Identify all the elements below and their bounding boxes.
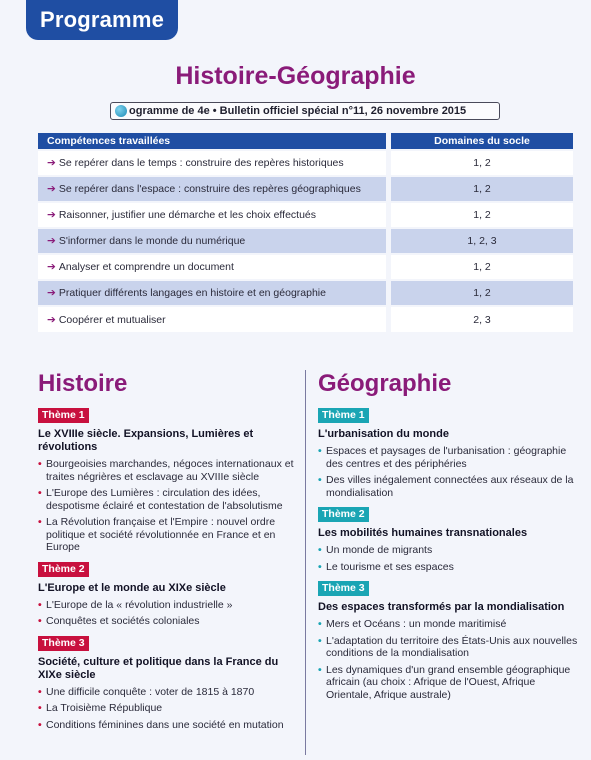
arrow-right-icon: ➔ bbox=[47, 235, 56, 247]
list-item: • La Troisième République bbox=[38, 702, 300, 715]
competence-cell bbox=[38, 202, 386, 228]
list-item: • Conquêtes et sociétés coloniales bbox=[38, 615, 300, 628]
theme-block bbox=[318, 408, 580, 499]
list-item: • Conditions féminines dans une société en mutation bbox=[38, 719, 300, 732]
geographie-column bbox=[318, 408, 580, 709]
theme-block bbox=[318, 581, 580, 701]
table-row bbox=[38, 202, 573, 228]
competence-label: Coopérer et mutualiser bbox=[58, 313, 166, 326]
theme-title: Les mobilités humaines transnationales bbox=[318, 527, 528, 539]
competence-label: Analyser et comprendre un document bbox=[58, 261, 234, 273]
list-item: • La Révolution française et l'Empire : nouvel ordre politique et société révolutionnée en France et en Europe bbox=[38, 516, 300, 554]
domaines-cell: 1, 2 bbox=[391, 280, 573, 306]
theme-items bbox=[38, 686, 300, 732]
table-row bbox=[38, 176, 573, 202]
competence-cell bbox=[38, 254, 386, 280]
theme-title: L'urbanisation du monde bbox=[318, 428, 449, 440]
list-item: • Espaces et paysages de l'urbanisation : géographie des centres et des périphéries bbox=[318, 445, 580, 470]
arrow-right-icon: ➔ bbox=[47, 287, 56, 299]
competence-label: Se repérer dans le temps : construire des repères historiques bbox=[58, 157, 344, 169]
list-item: • L'adaptation du territoire des États-Unis aux nouvelles conditions de la mondialisation bbox=[318, 635, 580, 660]
list-item: • Des villes inégalement connectées aux réseaux de la mondialisation bbox=[318, 474, 580, 499]
domaines-cell: 1, 2 bbox=[391, 254, 573, 280]
list-item: • Un monde de migrants bbox=[318, 544, 580, 557]
domaines-cell: 1, 2 bbox=[391, 150, 573, 176]
competence-cell bbox=[38, 306, 386, 332]
theme-badge: Thème 2 bbox=[38, 562, 89, 577]
theme-items bbox=[318, 618, 580, 701]
domaines-cell: 1, 2 bbox=[391, 176, 573, 202]
programme-tab: Programme bbox=[26, 0, 178, 40]
globe-icon bbox=[115, 105, 127, 117]
histoire-title: Histoire bbox=[38, 370, 128, 397]
theme-title: Des espaces transformés par la mondialisation bbox=[318, 601, 565, 613]
table-header-row bbox=[38, 133, 573, 150]
domaines-cell: 2, 3 bbox=[391, 306, 573, 332]
theme-block bbox=[38, 408, 300, 554]
list-item: • Mers et Océans : un monde maritimisé bbox=[318, 618, 580, 631]
histoire-column bbox=[38, 408, 300, 739]
list-item: • L'Europe de la « révolution industrielle » bbox=[38, 599, 300, 612]
table-row bbox=[38, 228, 573, 254]
competence-cell bbox=[38, 228, 386, 254]
domaines-cell: 1, 2 bbox=[391, 202, 573, 228]
domaines-cell: 1, 2, 3 bbox=[391, 228, 573, 254]
theme-title: Le XVIIIe siècle. Expansions, Lumières et révolutions bbox=[38, 428, 254, 453]
theme-badge: Thème 1 bbox=[318, 408, 369, 423]
arrow-right-icon: ➔ bbox=[47, 157, 56, 169]
table-row bbox=[38, 306, 573, 332]
list-item: • Bourgeoisies marchandes, négoces internationaux et traites négrières et esclavage au XVIIIe siècle bbox=[38, 458, 300, 483]
competence-label: Se repérer dans l'espace : construire des repères géographiques bbox=[58, 183, 361, 195]
theme-title: L'Europe et le monde au XIXe siècle bbox=[38, 581, 226, 594]
table-row bbox=[38, 150, 573, 176]
geographie-title: Géographie bbox=[318, 370, 452, 397]
theme-badge: Thème 2 bbox=[318, 507, 369, 522]
arrow-right-icon: ➔ bbox=[47, 183, 56, 195]
list-item: • Une difficile conquête : voter de 1815 à 1870 bbox=[38, 686, 300, 699]
source-text: ogramme de 4e • Bulletin officiel spécial n°11, 26 novembre 2015 bbox=[129, 105, 467, 117]
page-title: Histoire-Géographie bbox=[175, 62, 416, 90]
theme-items bbox=[318, 445, 580, 499]
arrow-right-icon: ➔ bbox=[47, 261, 56, 273]
competences-table bbox=[38, 133, 573, 332]
competence-label: S'informer dans le monde du numérique bbox=[58, 235, 246, 247]
arrow-right-icon: ➔ bbox=[47, 209, 56, 221]
theme-block bbox=[38, 636, 300, 732]
competence-label: Raisonner, justifier une démarche et les choix effectués bbox=[58, 209, 317, 221]
table-row bbox=[38, 280, 573, 306]
theme-title: Société, culture et politique dans la France du XIXe siècle bbox=[38, 655, 279, 681]
theme-items bbox=[38, 458, 300, 554]
domaines-header: Domaines du socle bbox=[391, 133, 573, 150]
list-item: • L'Europe des Lumières : circulation des idées, despotisme éclairé et contestation de l'absolutisme bbox=[38, 487, 300, 512]
arrow-right-icon: ➔ bbox=[47, 313, 56, 326]
competence-cell bbox=[38, 176, 386, 202]
theme-items bbox=[318, 544, 580, 573]
theme-badge: Thème 3 bbox=[318, 581, 369, 596]
theme-items bbox=[38, 599, 300, 628]
source-reference bbox=[110, 102, 500, 120]
theme-block bbox=[38, 562, 300, 628]
competences-header: Compétences travaillées bbox=[38, 133, 386, 150]
column-divider bbox=[305, 370, 306, 755]
competence-cell bbox=[38, 280, 386, 306]
theme-block bbox=[318, 507, 580, 573]
competence-label: Pratiquer différents langages en histoire et en géographie bbox=[58, 287, 326, 299]
list-item: • Les dynamiques d'un grand ensemble géographique africain (au choix : Afrique de l'Ouest, Afrique Orientale, Afrique australe) bbox=[318, 664, 580, 702]
theme-badge: Thème 3 bbox=[38, 636, 89, 651]
theme-badge: Thème 1 bbox=[38, 408, 89, 423]
competence-cell bbox=[38, 150, 386, 176]
list-item: • Le tourisme et ses espaces bbox=[318, 561, 580, 574]
table-row bbox=[38, 254, 573, 280]
